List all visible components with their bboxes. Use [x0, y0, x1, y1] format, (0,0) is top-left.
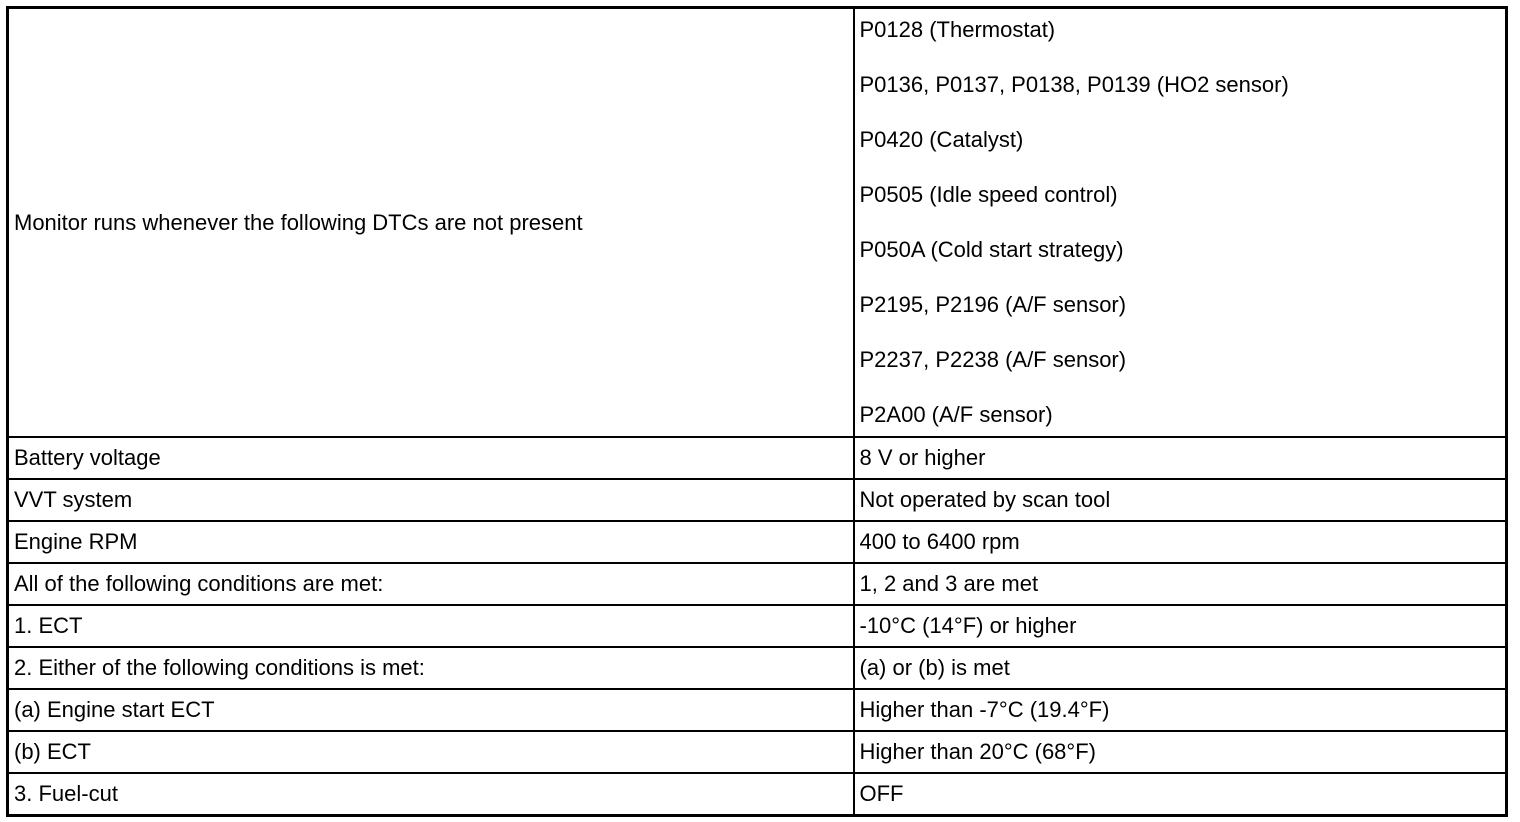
dtc-item: P2195, P2196 (A/F sensor)	[859, 292, 1127, 317]
dtc-item: P2237, P2238 (A/F sensor)	[859, 347, 1127, 372]
table-row-engine-rpm	[8, 521, 1507, 563]
table-row-fuel-cut	[8, 773, 1507, 816]
table-row-all-conditions	[8, 563, 1507, 605]
dtc-item: P0420 (Catalyst)	[859, 127, 1024, 152]
condition-label: 2. Either of the following conditions is met:	[8, 647, 854, 689]
condition-label: VVT system	[8, 479, 854, 521]
condition-value: Not operated by scan tool	[854, 479, 1507, 521]
condition-label: Engine RPM	[8, 521, 854, 563]
condition-value: Higher than 20°C (68°F)	[854, 731, 1507, 773]
condition-value: (a) or (b) is met	[854, 647, 1507, 689]
table-row-vvt-system	[8, 479, 1507, 521]
condition-value: 8 V or higher	[854, 437, 1507, 479]
condition-value: OFF	[854, 773, 1507, 816]
condition-label: 3. Fuel-cut	[8, 773, 854, 816]
table-row-either-condition	[8, 647, 1507, 689]
dtc-item: P0505 (Idle speed control)	[859, 182, 1118, 207]
table-row-battery-voltage	[8, 437, 1507, 479]
dtc-item: P2A00 (A/F sensor)	[859, 402, 1053, 427]
condition-label: (a) Engine start ECT	[8, 689, 854, 731]
table-row-engine-start-ect	[8, 689, 1507, 731]
condition-label: Monitor runs whenever the following DTCs are not present	[8, 8, 854, 438]
dtc-list	[860, 9, 1506, 436]
dtc-item: P0136, P0137, P0138, P0139 (HO2 sensor)	[859, 72, 1289, 97]
dtc-item: P050A (Cold start strategy)	[859, 237, 1124, 262]
condition-label: (b) ECT	[8, 731, 854, 773]
table-row-ect-b	[8, 731, 1507, 773]
condition-label: 1. ECT	[8, 605, 854, 647]
condition-value: 400 to 6400 rpm	[854, 521, 1507, 563]
table-row-ect	[8, 605, 1507, 647]
dtc-item: P0128 (Thermostat)	[859, 17, 1056, 42]
condition-value: -10°C (14°F) or higher	[854, 605, 1507, 647]
table-row-dtc-conditions	[8, 8, 1507, 438]
condition-value: 1, 2 and 3 are met	[854, 563, 1507, 605]
dtc-list-cell	[854, 8, 1507, 438]
monitor-conditions-table	[6, 6, 1508, 817]
condition-label: All of the following conditions are met:	[8, 563, 854, 605]
condition-value: Higher than -7°C (19.4°F)	[854, 689, 1507, 731]
condition-label: Battery voltage	[8, 437, 854, 479]
